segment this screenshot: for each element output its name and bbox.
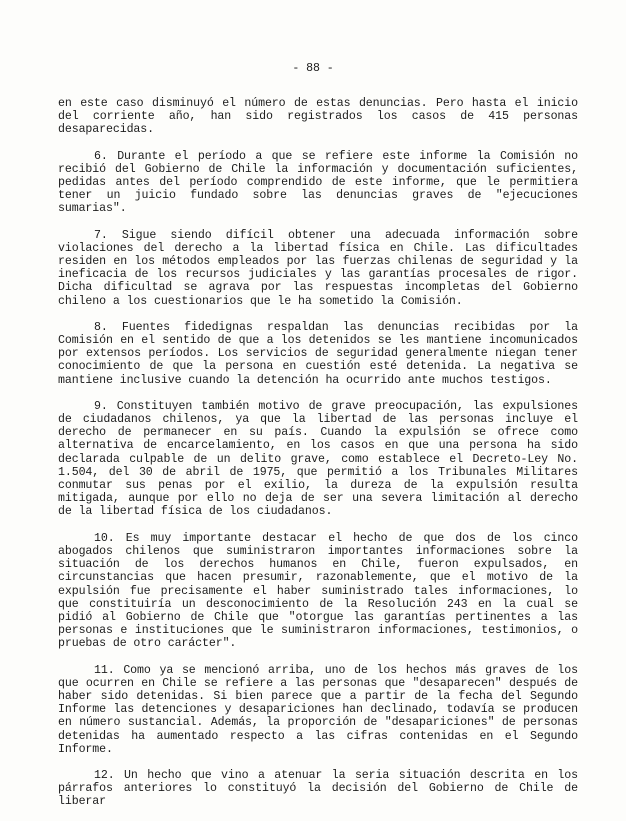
paragraph-6: 6. Durante el período a que se refiere este informe la Comisión no recibió del Gobierno de Chile la información y documentación suficientes, pedidas antes del período comprendido de este informe, que le permitiera tener un juicio fundado sobre las denuncias graves de "ejecuciones sumarias". [58,149,578,216]
body-text [58,97,578,822]
paragraph-10: 10. Es muy importante destacar el hecho de que dos de los cinco abogados chilenos que suministraron importantes informaciones sobre la situación de los derechos humanos en Chile, fueron expulsados, en circunstancias que hacen presumir, razonablemente, que el motivo de la expulsión fue precisamente el haber suministrado tales informaciones, lo que constituiría un desconocimiento de la Resolución 243 en la cual se pidió al Gobierno de Chile que "otorgue las garantías pertinentes a las personas e instituciones que le suministraron informaciones, testimonios, o pruebas de otro carácter". [58,531,578,651]
paragraph-continuation: en este caso disminuyó el número de estas denuncias. Pero hasta el inicio del corriente año, han sido registrados los casos de 415 personas desaparecidas. [58,97,578,137]
paragraph-7: 7. Sigue siendo difícil obtener una adecuada información sobre violaciones del derecho a la libertad física en Chile. Las dificultades residen en los métodos empleados por las fuerzas chilenas de seguridad y la ineficacia de los recursos judiciales y las garantías procesales de rigor. Dicha dificultad se agrava por las respuestas incompletas del Gobierno chileno a los cuestionarios que le ha sometido la Comisión. [58,228,578,308]
paragraph-11: 11. Como ya se mencionó arriba, uno de los hechos más graves de los que ocurren en Chile se refiere a las personas que "desaparecen" después de haber sido detenidas. Si bien parece que a partir de la fecha del Segundo Informe las detenciones y desapariciones han declinado, todavía se producen en número sustancial. Además, la proporción de "desapariciones" de personas detenidas ha aumentado respecto a las cifras contenidas en el Segundo Informe. [58,663,578,756]
paragraph-8: 8. Fuentes fidedignas respaldan las denuncias recibidas por la Comisión en el sentido de que a los detenidos se les mantiene incomunicados por extensos períodos. Los servicios de seguridad generalmente niegan tener conocimiento de que la persona en cuestión esté detenida. La negativa se mantiene inclusive cuando la detención ha ocurrido ante muchos testigos. [58,320,578,387]
page-number: - 88 - [292,62,334,75]
paragraph-12: 12. Un hecho que vino a atenuar la seria situación descrita en los párrafos anteriores lo constituyó la decisión del Gobierno de Chile de liberar [58,768,578,809]
paragraph-9: 9. Constituyen también motivo de grave preocupación, las expulsiones de ciudadanos chilenos, ya que la libertad de las personas incluye el derecho de permanecer en su país. Cuando la expulsión se ofrece como alternativa de encarcelamiento, en los casos en que una persona ha sido declarada culpable de un delito grave, como establece el Decreto-Ley No. 1.504, del 30 de abril de 1975, que permitió a los Tribunales Militares conmutar sus penas por el exilio, la dureza de la expulsión resulta mitigada, aunque por ello no deja de ser una severa limitación al derecho de la libertad física de los ciudadanos. [58,399,578,519]
